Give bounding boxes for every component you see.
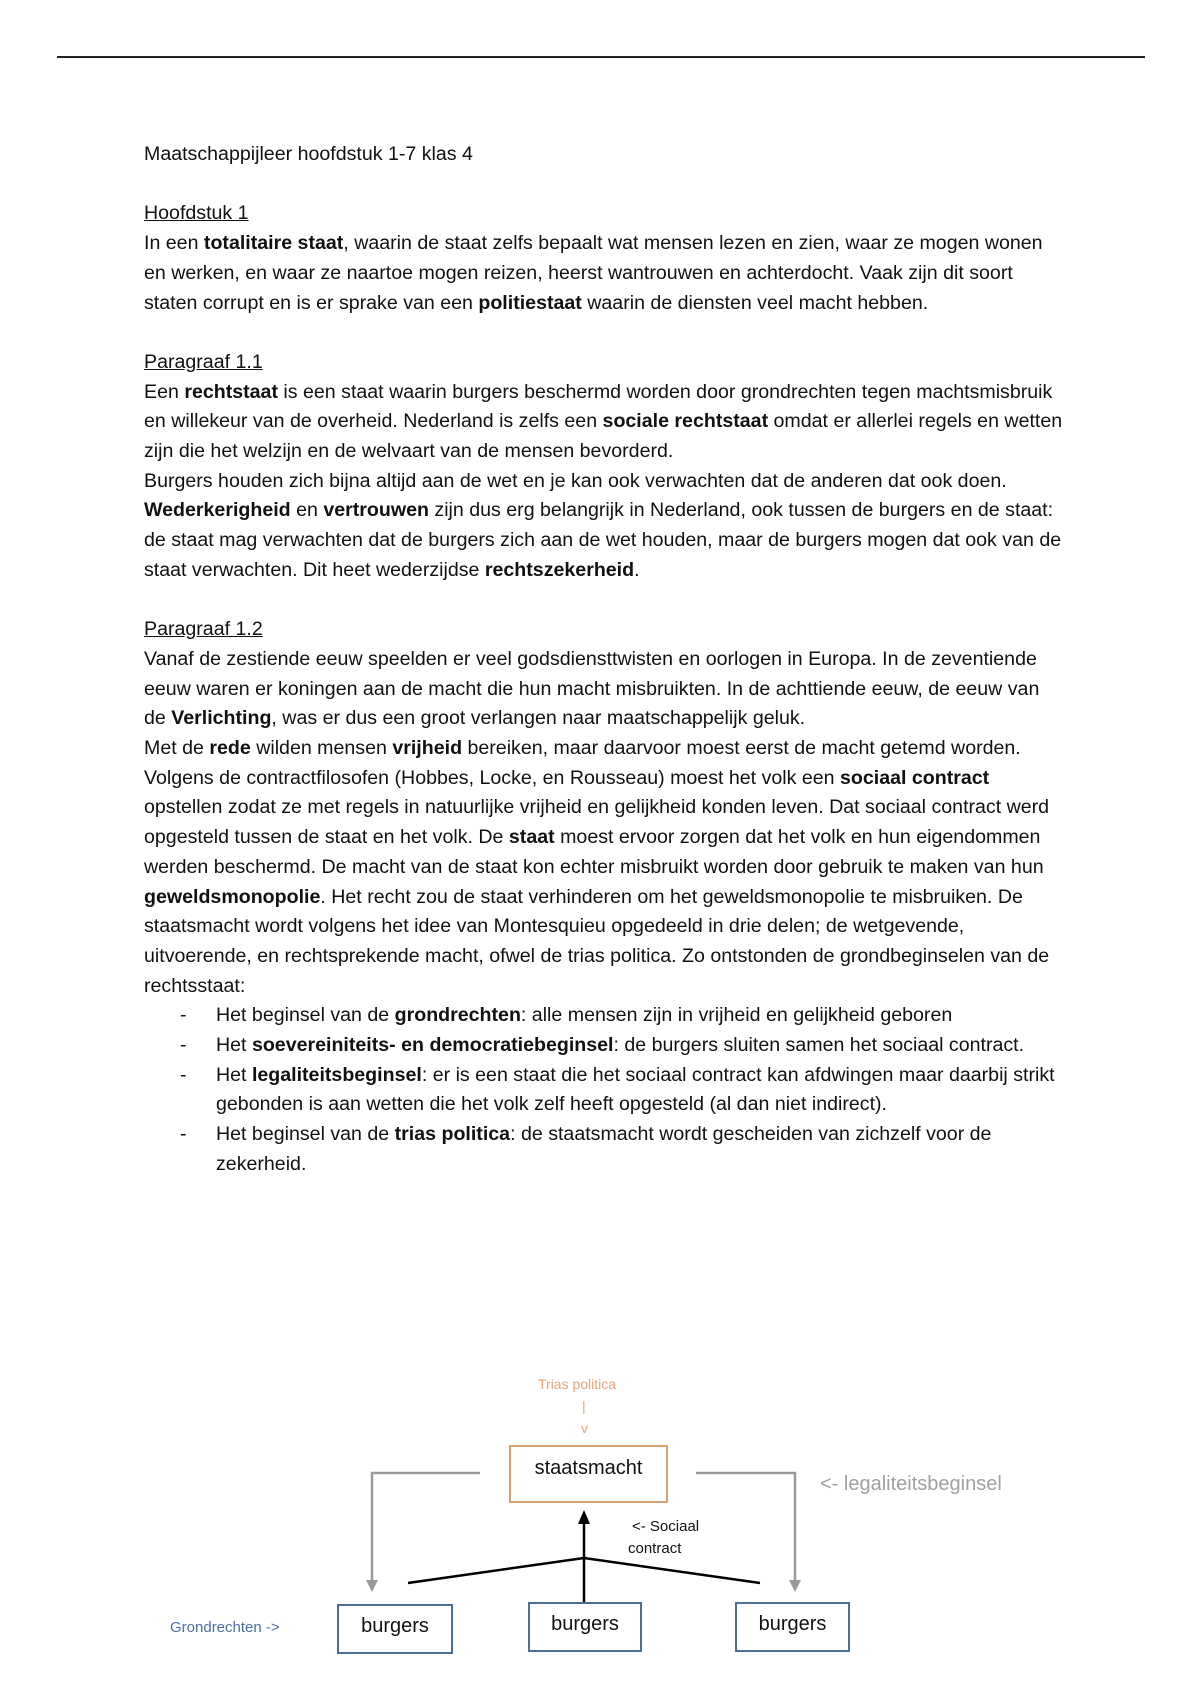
heading-hoofdstuk-1: Hoofdstuk 1 <box>144 202 249 225</box>
grondrechten-label: Grondrechten -> <box>170 1619 280 1636</box>
sociaal-contract-label-2: contract <box>628 1540 682 1557</box>
sociaal-contract-arrowhead <box>578 1510 590 1524</box>
heading-paragraaf-1-1: Paragraaf 1.1 <box>144 350 263 373</box>
legaliteit-arrowhead-left <box>366 1580 378 1592</box>
paragraph-verlichting: Vanaf de zestiende eeuw speelden er veel godsdiensttwisten en oorlogen in Europa. In de zeventiende eeuw waren er koningen aan de macht die hun macht misbruikten. In de achttiende eeuw, de eeuw van de Verlichting, was er dus een groot verlangen naar maatschappelijk geluk. <box>144 647 1040 730</box>
list-item: - Het beginsel van de trias politica: de staatsmacht wordt gescheiden van zichzelf voor de zekerheid. <box>216 1120 1064 1179</box>
paragraph-sociaal-contract: Met de rede wilden mensen vrijheid bereiken, maar daarvoor moest eerst de macht getemd worden. Volgens de contractfilosofen (Hobbes, Locke, en Rousseau) moest het volk een sociaal contract opstellen zodat ze met regels in natuurlijke vrijheid en gelijkheid konden leven. Dat sociaal contract werd opgesteld tussen de staat en het volk. De staat moest ervoor zorgen dat het volk en hun eigendommen werden beschermd. De macht van de staat kon echter misbruikt worden door gebruik te maken van hun geweldsmonopolie. Het recht zou de staat verhinderen om het geweldsmonopolie te misbruiken. De staatsmacht wordt volgens het idee van Montesquieu opgedeeld in drie delen; de wetgevende, uitvoerende, en rechtsprekende macht, ofwel de trias politica. Zo ontstonden de grondbeginselen van de rechtsstaat: <box>144 737 1050 997</box>
list-item: - Het legaliteitsbeginsel: er is een staat die het sociaal contract kan afdwingen maar daarbij strikt gebonden is aan wetten die het volk zelf heeft opgesteld (al dan niet indirect). <box>216 1061 1064 1120</box>
contract-line-right <box>584 1558 760 1583</box>
legaliteit-arrowhead-right <box>789 1580 801 1592</box>
paragraph-totalitaire-staat: In een totalitaire staat, waarin de staat zelfs bepaalt wat mensen lezen en zien, waar ze mogen wonen en werken, en waar ze naartoe mogen reizen, heerst wantrouwen en achterdocht. Vaak zijn dit soort staten corrupt en is er sprake van een politiestaat waarin de diensten veel macht hebben. <box>144 232 1043 314</box>
sociaal-contract-label-1: <- Sociaal <box>632 1518 700 1535</box>
paragraph-rechtstaat: Een rechtstaat is een staat waarin burgers beschermd worden door grondrechten tegen machtsmisbruik en willekeur van de overheid. Nederland is zelfs een sociale rechtstaat omdat er allerlei regels en wetten zijn die het welzijn en de welvaart van de mensen bevorderd. <box>144 380 1063 462</box>
grondbeginselen-list <box>144 1001 1064 1179</box>
document-title: Maatschappijleer hoofdstuk 1-7 klas 4 <box>144 143 473 165</box>
list-item: - Het soevereiniteits- en democratiebeginsel: de burgers sluiten samen het sociaal contract. <box>216 1031 1064 1061</box>
burgers-box-right: burgers <box>735 1602 850 1652</box>
legaliteitsbeginsel-label: <- legaliteitsbeginsel <box>820 1473 1002 1495</box>
contract-line-left <box>408 1558 584 1583</box>
paragraph-wederkerigheid: Burgers houden zich bijna altijd aan de wet en je kan ook verwachten dat de anderen dat ook doen. Wederkerigheid en vertrouwen zijn dus erg belangrijk in Nederland, ook tussen de burgers en de staat: de staat mag verwachten dat de burgers zich aan de wet houden, maar de burgers mogen dat ook van de staat verwachten. Dit heet wederzijdse rechtszekerheid. <box>144 469 1062 581</box>
legaliteit-line-left <box>372 1473 480 1585</box>
legaliteit-line-right <box>696 1473 795 1585</box>
staatsmacht-box: staatsmacht <box>509 1445 668 1503</box>
burgers-box-center: burgers <box>528 1602 642 1652</box>
top-rule <box>57 56 1145 58</box>
list-item: - Het beginsel van de grondrechten: alle mensen zijn in vrijheid en gelijkheid geboren <box>216 1001 1064 1031</box>
trias-politica-label: Trias politica <box>538 1376 617 1392</box>
trias-arrow-bar: | <box>582 1398 586 1414</box>
trias-arrow-head: v <box>581 1420 588 1436</box>
heading-paragraaf-1-2: Paragraaf 1.2 <box>144 618 263 641</box>
burgers-box-left: burgers <box>337 1604 453 1654</box>
document-body <box>144 140 1064 1180</box>
